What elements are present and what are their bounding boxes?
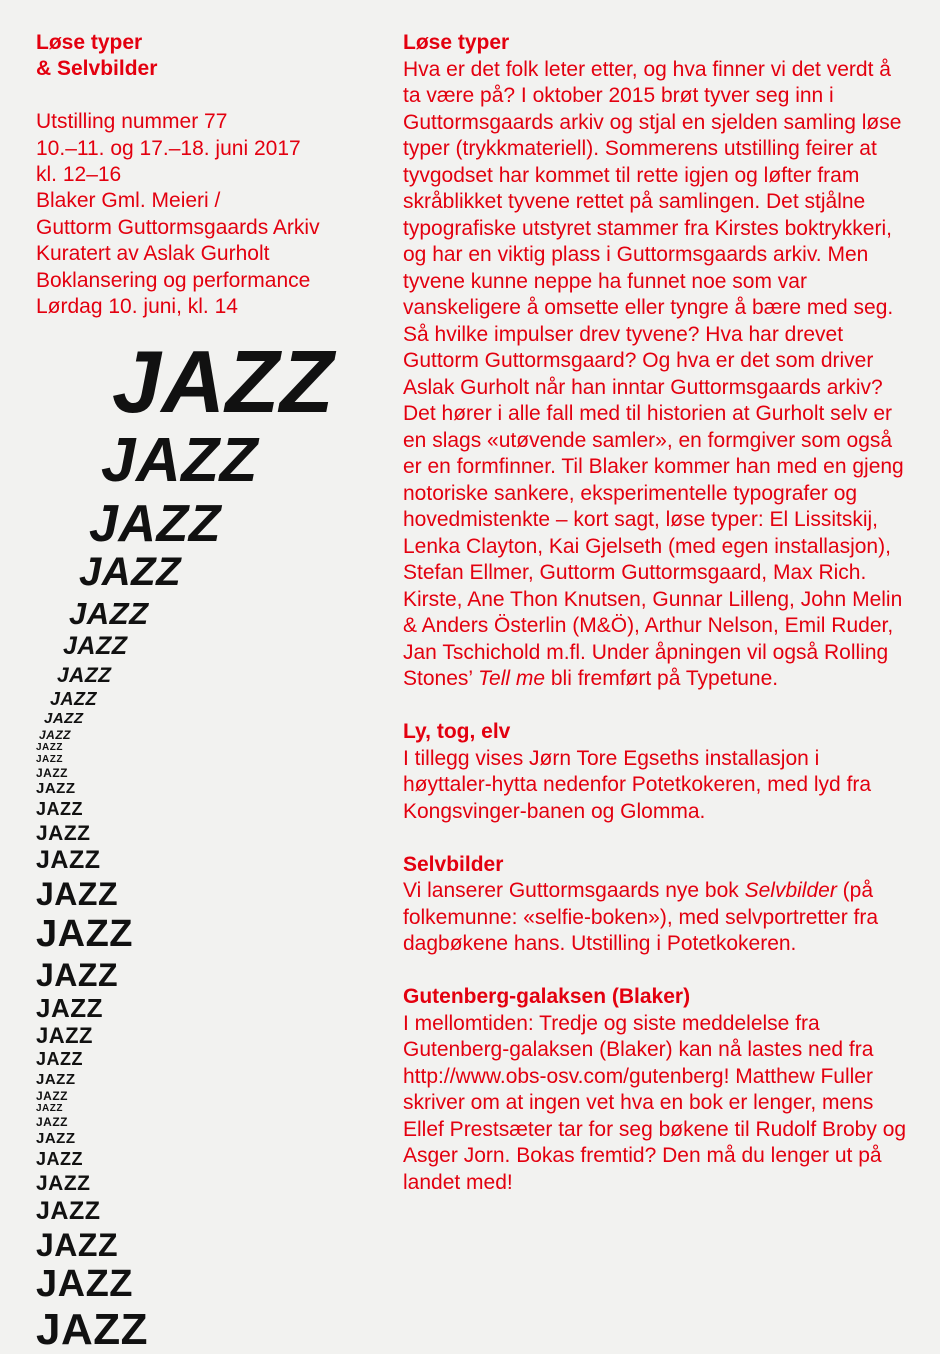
jazz-word: JAZZ: [36, 1115, 68, 1129]
section-selvbilder: [403, 852, 913, 958]
jazz-word: JAZZ: [112, 332, 334, 431]
info-line: Lørdag 10. juni, kl. 14: [36, 295, 238, 319]
section-heading: Løse typer: [403, 31, 510, 54]
jazz-word: JAZZ: [36, 993, 103, 1023]
jazz-word: JAZZ: [36, 1089, 68, 1103]
jazz-word: JAZZ: [36, 846, 101, 874]
jazz-word: JAZZ: [44, 710, 84, 727]
info-line: kl. 12–16: [36, 163, 122, 187]
jazz-word: JAZZ: [36, 1172, 91, 1195]
jazz-word: JAZZ: [36, 822, 91, 845]
jazz-word: JAZZ: [79, 550, 181, 594]
jazz-word: JAZZ: [36, 1103, 63, 1114]
jazz-word: JAZZ: [63, 632, 128, 660]
section-lose-typer: [403, 30, 913, 693]
jazz-word: JAZZ: [39, 728, 71, 742]
jazz-word: JAZZ: [36, 1130, 76, 1147]
section-heading: Gutenberg-galaksen (Blaker): [403, 985, 691, 1008]
section-heading: Ly, tog, elv: [403, 720, 511, 743]
poster-title-line2: & Selvbilder: [36, 57, 158, 81]
jazz-word: JAZZ: [36, 1197, 101, 1225]
jazz-word: JAZZ: [36, 1149, 83, 1169]
info-line: Kuratert av Aslak Gurholt: [36, 242, 270, 266]
jazz-word: JAZZ: [36, 766, 68, 780]
info-line: Boklansering og performance: [36, 268, 311, 292]
section-heading: Selvbilder: [403, 852, 504, 876]
jazz-word: JAZZ: [36, 1227, 118, 1263]
jazz-word: JAZZ: [36, 799, 83, 819]
left-header: [36, 30, 376, 320]
section-body: I mellomtiden: Tredje og siste meddelelse fra Gutenberg-galaksen (Blaker) kan nå lastes ned fra http://www.obs-osv.com/gutenberg! Matthew Fuller skriver om at ingen vet hva en bok er lenger, mens Ellef Prestsæter tar for seg bøkene til Rudolf Broby og Asger Jorn. Bokas fremtid? Den må du lenger ut på landet med!: [403, 1011, 907, 1194]
jazz-word: JAZZ: [36, 1049, 83, 1069]
section-body: I tillegg vises Jørn Tore Egseths installasjon i høyttaler-hytta nedenfor Potetkokeren, med lyd fra Kongsvinger-banen og Glomma.: [403, 746, 872, 823]
jazz-word: JAZZ: [36, 957, 118, 993]
jazz-word: JAZZ: [36, 754, 63, 765]
jazz-word: JAZZ: [36, 1305, 148, 1354]
jazz-word: JAZZ: [36, 780, 76, 797]
section-ly-tog-elv: [403, 719, 913, 825]
info-line: Guttorm Guttormsgaards Arkiv: [36, 215, 320, 239]
jazz-word: JAZZ: [50, 689, 97, 709]
section-body: Hva er det folk leter etter, og hva finner vi det verdt å ta være på? I oktober 2015 brøt tyver seg inn i Guttormsgaards arkiv og stjal en sjelden samling løse typer (trykkmateriell). Sommerens utstilling feirer at tyvgodset har kommet til rette igjen og løfter fram skråblikket tyvene rettet på samlingen. Det stjålne typografiske utstyret stammer fra Kirstes boktrykkeri, og har en viktig plass i Guttormsgaards arkiv. Men tyvene kunne neppe ha funnet noe som var vanskeligere å omsette eller tyngre å bære med seg. Så hvilke impulser drev tyvene? Hva har drevet Guttorm Guttormsgaard? Og hva er det som driver Aslak Gurholt når han inntar Guttormsgaards arkiv? Det hører i alle fall med til historien at Gurholt selv er en slags «utøvende samler», en formgiver som også er en formfinner. Til Blaker kommer han med en gjeng notoriske sankere, eksperimentelle typografer og hovedmistenkte – kort sagt, løse typer: El Lissitskij, Lenka Clayton, Kai Gjelseth (med egen installasjon), Stefan Ellmer, Guttorm Guttormsgaard, Max Rich. Kirste, Ane Thon Knutsen, Gunnar Lilleng, John Melin & Anders Österlin (M&Ö), Arthur Nelson, Emil Ruder, Jan Tschichold m.fl. Under åpningen vil også Rolling Stones’ Tell me bli fremført på Typetune.: [403, 57, 904, 690]
jazz-word: JAZZ: [36, 742, 63, 753]
jazz-word: JAZZ: [57, 664, 112, 687]
right-column: [403, 30, 913, 1223]
info-line: Blaker Gml. Meieri /: [36, 189, 221, 213]
jazz-word: JAZZ: [69, 596, 149, 631]
jazz-word: JAZZ: [36, 1071, 76, 1088]
poster-title-line1: Løse typer: [36, 31, 143, 54]
jazz-word: JAZZ: [36, 876, 118, 912]
info-line: Utstilling nummer 77: [36, 110, 228, 134]
jazz-word: JAZZ: [101, 426, 258, 495]
jazz-word: JAZZ: [36, 1263, 133, 1305]
section-gutenberg: [403, 984, 913, 1196]
section-body: Vi lanserer Guttormsgaards nye bok Selvbilder (på folkemunne: «selfie-boken»), med selvportretter fra dagbøkene hans. Utstilling i Potetkokeren.: [403, 879, 879, 955]
jazz-word: JAZZ: [89, 495, 221, 553]
jazz-word: JAZZ: [36, 913, 133, 955]
info-line: 10.–11. og 17.–18. juni 2017: [36, 136, 301, 160]
jazz-word: JAZZ: [36, 1023, 93, 1048]
